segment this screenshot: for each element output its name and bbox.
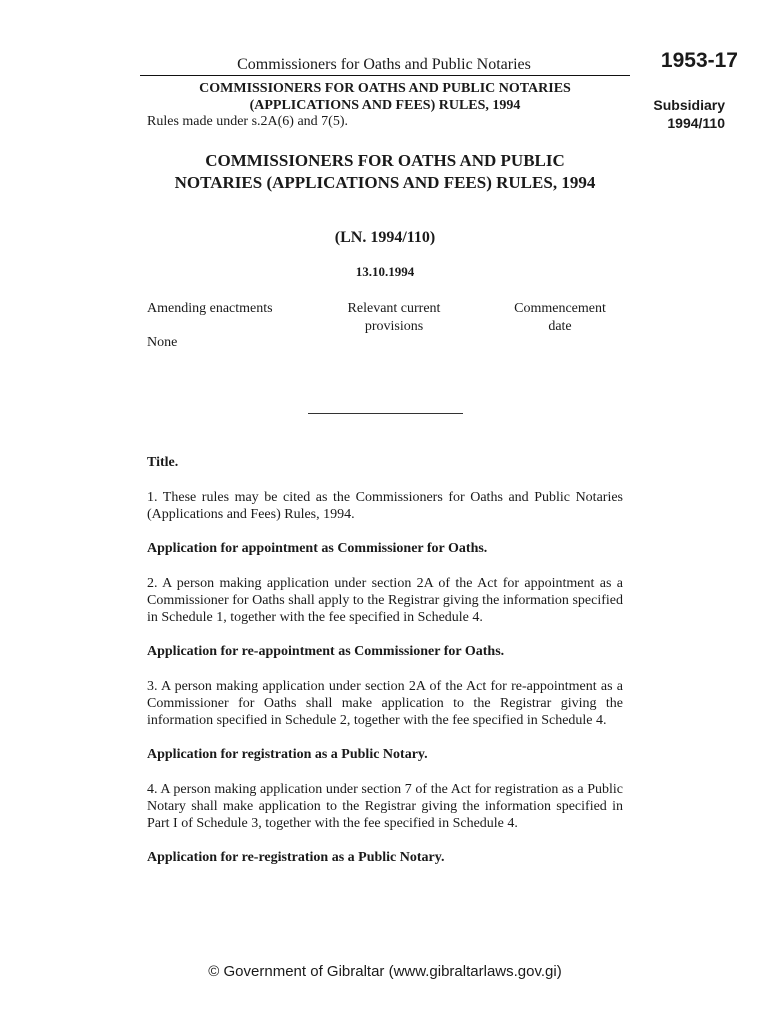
sub-title-line-2: (APPLICATIONS AND FEES) RULES, 1994 (249, 98, 521, 113)
section-text: 4. A person making application under section 7 of the Act for registration as a Public Notary shall make application to the Registrar giving the information specified in Part I of Schedule 3, together with the fee specified in Schedule 4. (147, 782, 623, 831)
commencement-line-1: Commencement (514, 301, 606, 316)
rules-body (147, 454, 623, 884)
section-text: 3. A person making application under section 2A of the Act for re-appointment as a Commissioner for Oaths shall make application to the Registrar giving the information specified in Schedule 2, together with the fee specified in Schedule 4. (147, 679, 623, 728)
section-heading: Title. (147, 455, 179, 470)
copyright-footer: © Government of Gibraltar (www.gibraltarlaws.gov.gi) (208, 963, 562, 980)
made-under-note: Rules made under s.2A(6) and 7(5). (147, 114, 349, 129)
header-rule (140, 75, 630, 76)
amending-enactments-value: None (147, 335, 178, 350)
sub-title (140, 80, 630, 114)
relevant-provisions-line-1: Relevant current (347, 301, 441, 316)
commencement-date-header (490, 300, 630, 336)
sub-title-line-1: COMMISSIONERS FOR OATHS AND PUBLIC NOTARIES (199, 81, 571, 96)
subsidiary-label (620, 96, 725, 132)
section-divider (308, 413, 463, 414)
relevant-provisions-header (322, 300, 466, 336)
section-heading: Application for re-appointment as Commissioner for Oaths. (147, 644, 505, 659)
main-title (140, 150, 630, 194)
main-title-line-1: COMMISSIONERS FOR OATHS AND PUBLIC (205, 151, 565, 170)
section-text: 1. These rules may be cited as the Commissioners for Oaths and Public Notaries (Applications and Fees) Rules, 1994. (147, 490, 623, 522)
subsidiary-number: 1994/110 (667, 115, 725, 131)
main-title-line-2: NOTARIES (APPLICATIONS AND FEES) RULES, 1994 (174, 173, 596, 192)
legal-notice-number: (LN. 1994/110) (334, 229, 436, 246)
section-heading: Application for registration as a Public Notary. (147, 747, 428, 762)
enactment-date: 13.10.1994 (355, 264, 415, 279)
section-text: 2. A person making application under section 2A of the Act for appointment as a Commissioner for Oaths shall apply to the Registrar giving the information specified in Schedule 1, together with the fee specified in Schedule 4. (147, 576, 623, 625)
section-heading: Application for appointment as Commissioner for Oaths. (147, 541, 488, 556)
relevant-provisions-line-2: provisions (364, 319, 424, 334)
chapter-code: 1953-17 (660, 49, 738, 72)
subsidiary-text: Subsidiary (653, 97, 725, 113)
amending-enactments-header: Amending enactments (147, 301, 273, 316)
commencement-line-2: date (548, 319, 572, 334)
section-heading: Application for re-registration as a Public Notary. (147, 850, 445, 865)
running-title: Commissioners for Oaths and Public Notaries (237, 56, 531, 73)
